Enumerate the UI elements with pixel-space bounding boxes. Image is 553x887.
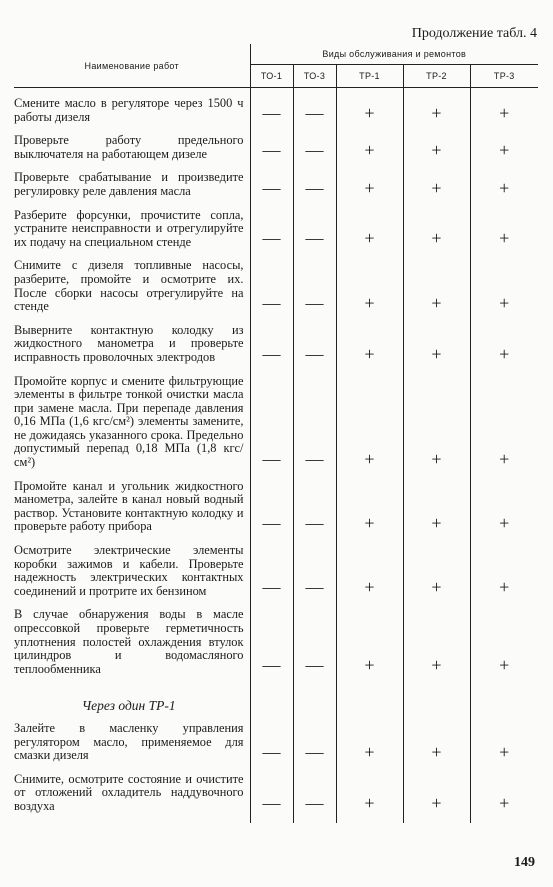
spacer-cell xyxy=(336,88,403,97)
mark-tr3: + xyxy=(499,177,510,198)
mark-tr1: + xyxy=(336,170,403,199)
mark-to3: — xyxy=(293,323,336,366)
spacer-cell xyxy=(293,88,336,97)
mark-tr1: + xyxy=(336,772,403,815)
spacer-cell xyxy=(336,764,403,772)
mark-tr3: + xyxy=(499,741,510,762)
spacer-cell xyxy=(336,471,403,479)
mark-tr3: + xyxy=(499,448,510,469)
spacer-cell xyxy=(293,162,336,170)
work-description: Снимите с дизеля топливные насосы, разберите, промойте и осмотрите их. После сборки насосы отрегулируйте на стенде xyxy=(14,258,250,314)
mark-to3: — xyxy=(293,772,336,815)
subheading: Через один ТР-1 xyxy=(14,685,250,721)
spacer-cell xyxy=(470,315,538,323)
mark-tr3: + xyxy=(499,513,510,534)
spacer-cell xyxy=(293,250,336,258)
spacer-cell xyxy=(336,250,403,258)
spacer-cell xyxy=(250,677,293,685)
row-spacer xyxy=(14,125,538,133)
mark-to1: — xyxy=(250,323,293,366)
mark-to1: — xyxy=(250,374,293,471)
service-types-header: Виды обслуживания и ремонтов xyxy=(250,44,538,65)
name-column-header: Наименование работ xyxy=(14,44,250,88)
mark-tr2: + xyxy=(403,258,470,314)
mark-tr3: + xyxy=(499,140,510,161)
spacer-cell xyxy=(250,162,293,170)
spacer-cell xyxy=(14,366,250,374)
table-row xyxy=(14,170,538,199)
spacer-cell xyxy=(293,366,336,374)
mark-tr1: + xyxy=(336,479,403,535)
mark-tr2: + xyxy=(403,170,470,199)
empty-cell xyxy=(250,685,293,721)
mark-to3: — xyxy=(293,96,336,125)
row-spacer xyxy=(14,162,538,170)
mark-tr2: + xyxy=(403,543,470,599)
mark-to3: — xyxy=(293,607,336,677)
spacer-cell xyxy=(14,535,250,543)
spacer-cell xyxy=(14,815,250,823)
spacer-cell xyxy=(250,88,293,97)
mark-to3: — xyxy=(293,479,336,535)
spacer-cell xyxy=(403,88,470,97)
mark-to1: — xyxy=(250,133,293,162)
mark-to1: — xyxy=(250,170,293,199)
empty-cell xyxy=(336,685,403,721)
spacer-cell xyxy=(293,815,336,823)
page-number: 149 xyxy=(514,855,535,870)
spacer-cell xyxy=(470,200,538,208)
spacer-cell xyxy=(336,535,403,543)
mark-tr1: + xyxy=(336,543,403,599)
spacer-cell xyxy=(336,315,403,323)
spacer-cell xyxy=(336,162,403,170)
row-spacer xyxy=(14,764,538,772)
table-row xyxy=(14,133,538,162)
mark-tr2: + xyxy=(403,607,470,677)
table-row xyxy=(14,607,538,677)
spacer-cell xyxy=(293,315,336,323)
mark-tr1: + xyxy=(336,374,403,471)
spacer-cell xyxy=(403,815,470,823)
spacer-cell xyxy=(403,315,470,323)
spacer-cell xyxy=(336,677,403,685)
spacer-cell xyxy=(403,200,470,208)
work-description: Проверьте срабатывание и произведите регулировку реле давления масла xyxy=(14,170,250,199)
work-description: Залейте в масленку управления регулятором масло, применяемое для смазки дизеля xyxy=(14,721,250,764)
mark-to1: — xyxy=(250,208,293,251)
table-row xyxy=(14,323,538,366)
mark-tr1: + xyxy=(336,607,403,677)
col-header-tr3: ТР-3 xyxy=(470,65,538,88)
mark-to3: — xyxy=(293,543,336,599)
mark-to1: — xyxy=(250,721,293,764)
mark-to3: — xyxy=(293,721,336,764)
spacer-cell xyxy=(470,677,538,685)
spacer-cell xyxy=(403,125,470,133)
work-description: Промойте корпус и смените фильтрующие элементы в фильтре тонкой очистки масла при замене масла. При перепаде давления 0,16 МПа (1,6 кгс/см²) элементы замените, не дожидаясь указанного срока. Предельно допустимый перепад 0,18 МПа (1,8 кгс/см²) xyxy=(14,374,250,471)
spacer-cell xyxy=(470,599,538,607)
spacer-cell xyxy=(14,200,250,208)
mark-tr1: + xyxy=(336,208,403,251)
col-header-to1: ТО-1 xyxy=(250,65,293,88)
spacer-cell xyxy=(250,764,293,772)
spacer-cell xyxy=(14,250,250,258)
mark-to3: — xyxy=(293,133,336,162)
spacer-cell xyxy=(293,599,336,607)
table-body xyxy=(14,88,538,823)
table-row xyxy=(14,479,538,535)
spacer-cell xyxy=(336,599,403,607)
spacer-cell xyxy=(14,125,250,133)
mark-to3: — xyxy=(293,170,336,199)
spacer-cell xyxy=(14,677,250,685)
spacer-cell xyxy=(14,88,250,97)
mark-tr3: + xyxy=(499,792,510,813)
mark-to1: — xyxy=(250,258,293,314)
spacer-cell xyxy=(336,366,403,374)
spacer-cell xyxy=(293,677,336,685)
table-row xyxy=(14,208,538,251)
spacer-cell xyxy=(250,535,293,543)
spacer-cell xyxy=(403,471,470,479)
mark-tr2: + xyxy=(403,721,470,764)
col-header-to3: ТО-3 xyxy=(293,65,336,88)
spacer-cell xyxy=(470,535,538,543)
mark-tr3: + xyxy=(499,577,510,598)
spacer-cell xyxy=(293,471,336,479)
spacer-cell xyxy=(470,815,538,823)
spacer-cell xyxy=(14,764,250,772)
spacer-cell xyxy=(293,125,336,133)
mark-to1: — xyxy=(250,543,293,599)
spacer-cell xyxy=(403,677,470,685)
mark-tr1: + xyxy=(336,96,403,125)
mark-tr3: + xyxy=(499,228,510,249)
spacer-cell xyxy=(250,250,293,258)
mark-tr1: + xyxy=(336,721,403,764)
mark-to1: — xyxy=(250,607,293,677)
spacer-cell xyxy=(250,200,293,208)
spacer-cell xyxy=(470,366,538,374)
table-row xyxy=(14,258,538,314)
table-row xyxy=(14,374,538,471)
mark-tr3: + xyxy=(499,343,510,364)
spacer-cell xyxy=(470,125,538,133)
row-spacer xyxy=(14,200,538,208)
spacer-cell xyxy=(470,250,538,258)
work-description: Смените масло в регуляторе через 1500 ч работы дизеля xyxy=(14,96,250,125)
table-row xyxy=(14,772,538,815)
spacer-cell xyxy=(250,366,293,374)
row-spacer xyxy=(14,88,538,97)
spacer-cell xyxy=(250,815,293,823)
spacer-cell xyxy=(293,535,336,543)
mark-tr1: + xyxy=(336,133,403,162)
mark-tr2: + xyxy=(403,479,470,535)
mark-to1: — xyxy=(250,479,293,535)
mark-to3: — xyxy=(293,374,336,471)
work-description: Осмотрите электрические элементы коробки зажимов и кабели. Проверьте надежность электрических контактных соединений и протрите их бензином xyxy=(14,543,250,599)
spacer-cell xyxy=(14,599,250,607)
mark-tr2: + xyxy=(403,96,470,125)
empty-cell xyxy=(470,685,538,721)
spacer-cell xyxy=(403,366,470,374)
spacer-cell xyxy=(250,599,293,607)
spacer-cell xyxy=(470,88,538,97)
subheading-row xyxy=(14,685,538,721)
work-description: В случае обнаружения воды в масле опрессовкой проверьте герметичность уплотнения полостей охлаждения втулок цилиндров и водомасляного теплообменника xyxy=(14,607,250,677)
work-description: Разберите форсунки, прочистите сопла, устраните неисправности и отрегулируйте их подачу на специальном стенде xyxy=(14,208,250,251)
mark-tr2: + xyxy=(403,133,470,162)
col-header-tr1: ТР-1 xyxy=(336,65,403,88)
table-row xyxy=(14,543,538,599)
mark-tr3: + xyxy=(499,292,510,313)
mark-tr2: + xyxy=(403,374,470,471)
spacer-cell xyxy=(403,599,470,607)
mark-tr3: + xyxy=(499,103,510,124)
row-spacer xyxy=(14,250,538,258)
spacer-cell xyxy=(470,162,538,170)
continuation-label: Продолжение табл. 4 xyxy=(411,26,537,41)
work-description: Проверьте работу предельного выключателя на работающем дизеле xyxy=(14,133,250,162)
empty-cell xyxy=(403,685,470,721)
spacer-cell xyxy=(250,125,293,133)
work-description: Промойте канал и угольник жидкостного манометра, залейте в канал новый водный раствор. Установите контактную колодку и проверьте работу прибора xyxy=(14,479,250,535)
mark-to1: — xyxy=(250,96,293,125)
spacer-cell xyxy=(403,250,470,258)
row-spacer xyxy=(14,677,538,685)
spacer-cell xyxy=(250,471,293,479)
mark-tr2: + xyxy=(403,772,470,815)
row-spacer xyxy=(14,535,538,543)
spacer-cell xyxy=(403,535,470,543)
spacer-cell xyxy=(250,315,293,323)
col-header-tr2: ТР-2 xyxy=(403,65,470,88)
mark-tr1: + xyxy=(336,258,403,314)
work-description: Снимите, осмотрите состояние и очистите от отложений охладитель наддувочного воздуха xyxy=(14,772,250,815)
row-spacer xyxy=(14,315,538,323)
maintenance-table xyxy=(14,44,538,823)
row-spacer xyxy=(14,366,538,374)
mark-tr1: + xyxy=(336,323,403,366)
mark-tr2: + xyxy=(403,323,470,366)
row-spacer xyxy=(14,599,538,607)
table-row xyxy=(14,96,538,125)
mark-tr2: + xyxy=(403,208,470,251)
mark-tr3: + xyxy=(499,655,510,676)
table-row xyxy=(14,721,538,764)
mark-to1: — xyxy=(250,772,293,815)
spacer-cell xyxy=(336,200,403,208)
empty-cell xyxy=(293,685,336,721)
work-description: Выверните контактную колодку из жидкостного манометра и проверьте исправность проволочных электродов xyxy=(14,323,250,366)
row-spacer xyxy=(14,815,538,823)
mark-to3: — xyxy=(293,208,336,251)
spacer-cell xyxy=(14,162,250,170)
spacer-cell xyxy=(470,471,538,479)
spacer-cell xyxy=(470,764,538,772)
spacer-cell xyxy=(336,125,403,133)
spacer-cell xyxy=(14,315,250,323)
spacer-cell xyxy=(403,764,470,772)
spacer-cell xyxy=(293,200,336,208)
spacer-cell xyxy=(14,471,250,479)
row-spacer xyxy=(14,471,538,479)
spacer-cell xyxy=(403,162,470,170)
spacer-cell xyxy=(336,815,403,823)
spacer-cell xyxy=(293,764,336,772)
mark-to3: — xyxy=(293,258,336,314)
